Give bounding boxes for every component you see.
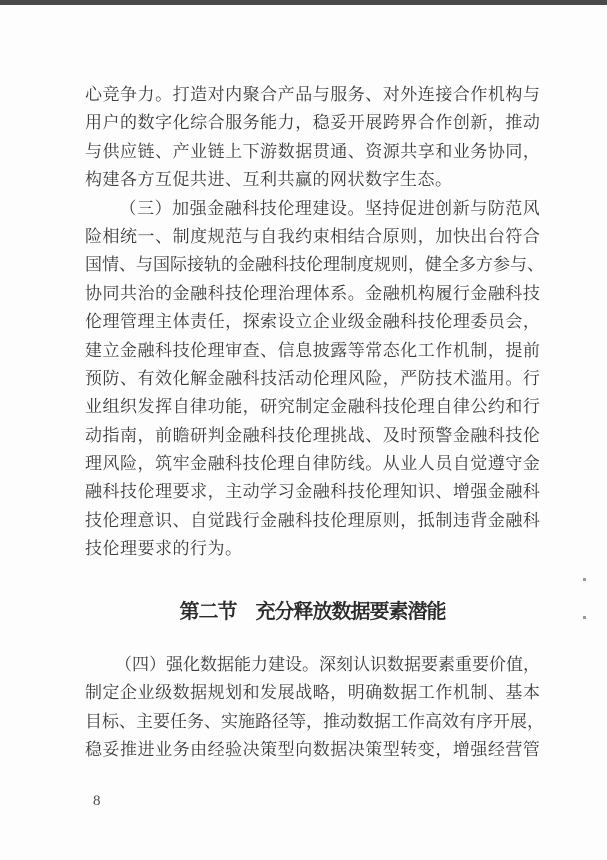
- text-line: 协 同 共 治 的 金 融 科 技 伦 理 治 理 体 系 。 金 融 机 构 履 行 金 融 科 技: [85, 283, 540, 303]
- text-line: 动 指 南 ， 前 瞻 研 判 金 融 科 技 伦 理 挑 战 、 及 时 预 警 金 融 科 技 伦: [85, 425, 540, 445]
- paragraph-indent: [85, 669, 115, 670]
- paragraph: [85, 195, 544, 564]
- text-line: 融 科 技 伦 理 要 求 ， 主 动 学 习 金 融 科 技 伦 理 知 识 、 增 强 金 融 科: [85, 482, 540, 502]
- text-line: 目 标 、 主 要 任 务 、 实 施 路 径 等 ， 推 动 数 据 工 作 高 效 有 序 开 展 ，: [85, 711, 544, 731]
- paragraph: [85, 651, 544, 765]
- text-line: 心 竞 争 力 。 打 造 对 内 聚 合 产 品 与 服 务 、 对 外 连 接 合 作 机 构 与: [85, 85, 540, 104]
- text-line: 险 相 统 一 、 制 度 规 范 与 自 我 约 束 相 结 合 原 则 ， 加 快 出 台 符 合: [85, 226, 540, 246]
- text-line: （ 四 ） 强 化 数 据 能 力 建 设 。 深 刻 认 识 数 据 要 素 重 要 价 值 ，: [85, 651, 540, 679]
- scan-speck-artifact: [583, 616, 586, 619]
- text-line: 用 户 的 数 字 化 综 合 服 务 能 力 ， 稳 妥 开 展 跨 界 合 作 创 新 ， 推 动: [85, 113, 540, 133]
- page-body: [85, 81, 544, 765]
- text-line: （ 三 ） 加 强 金 融 科 技 伦 理 建 设 。 坚 持 促 进 创 新 与 防 范 风: [85, 195, 540, 223]
- paragraph: [85, 81, 540, 195]
- text-line: 理 风 险 ， 筑 牢 金 融 科 技 伦 理 自 律 防 线 。 从 业 人 员 自 觉 遵 守 金: [85, 454, 540, 474]
- scan-speck-artifact: [583, 578, 586, 581]
- text-line: 制 定 企 业 级 数 据 规 划 和 发 展 战 略 ， 明 确 数 据 工 作 机 制 、 基 本: [85, 683, 540, 703]
- text-line: 与 供 应 链 、 产 业 链 上 下 游 数 据 贯 通 、 资 源 共 享 和 业 务 协 同 ，: [85, 141, 540, 161]
- scan-top-edge-artifact: [0, 0, 607, 5]
- text-line: 技伦理要求的行为。: [85, 539, 243, 559]
- text-line: 构建各方互促共进、互利共赢的网状数字生态。: [85, 170, 453, 190]
- text-line: 稳 妥 推 进 业 务 由 经 验 决 策 型 向 数 据 决 策 型 转 变 ， 增 强 经 营 管: [85, 740, 540, 760]
- text-line: 业 组 织 发 挥 自 律 功 能 ， 研 究 制 定 金 融 科 技 伦 理 自 律 公 约 和 行: [85, 397, 540, 417]
- text-line: 国 情 、 与 国 际 接 轨 的 金 融 科 技 伦 理 制 度 规 则 ， 健 全 多 方 参 与 、: [85, 255, 544, 275]
- text-line: 伦 理 管 理 主 体 责 任 ， 探 索 设 立 企 业 级 金 融 科 技 伦 理 委 员 会 ，: [85, 312, 540, 332]
- page-number: 8: [93, 793, 101, 809]
- text-line: 技 伦 理 意 识 、 自 觉 践 行 金 融 科 技 伦 理 原 则 ， 抵 制 违 背 金 融 科: [85, 510, 540, 530]
- section-heading: 第二节 充分释放数据要素潜能: [179, 600, 446, 623]
- text-line: 预 防 、 有 效 化 解 金 融 科 技 活 动 伦 理 风 险 ， 严 防 技 术 滥 用 。 行: [85, 368, 540, 388]
- paragraph-indent: [85, 213, 119, 214]
- text-line: 建 立 金 融 科 技 伦 理 审 查 、 信 息 披 露 等 常 态 化 工 作 机 制 ， 提 前: [85, 340, 540, 360]
